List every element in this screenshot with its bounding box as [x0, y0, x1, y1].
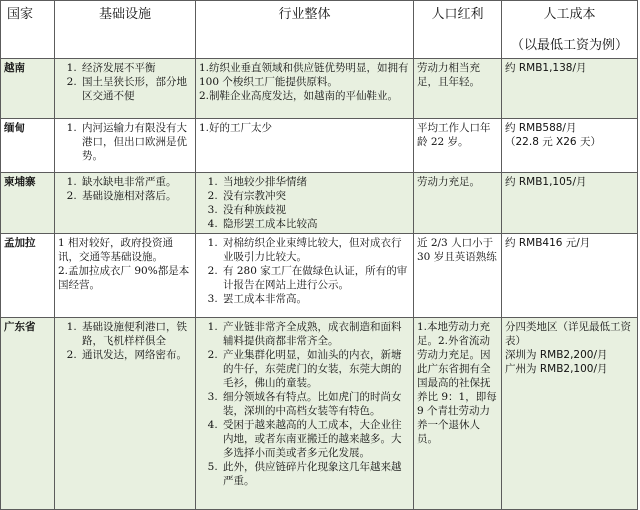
- infrastructure-cell: [55, 59, 196, 119]
- paragraph: 1.好的工厂太少: [199, 122, 273, 134]
- country-cell: 广东省: [1, 318, 55, 510]
- list-item: 1. 基础设施便利港口，铁路，飞机样样俱全: [80, 320, 192, 348]
- list-item: 1. 当地较少排华情绪: [221, 175, 410, 189]
- cost-line: 广州为 RMB2,100/月: [505, 363, 608, 375]
- header-infrastructure: 基础设施: [55, 1, 196, 59]
- demographic-cell: 劳动力充足。: [414, 173, 502, 234]
- industry-cell: [196, 59, 414, 119]
- demographic-cell: 1.本地劳动力充足。2.外省流动劳动力充足。因此广东省拥有全国最高的社保抚养比 9：1，即每 9 个青壮劳动力养一个退休人员。: [414, 318, 502, 510]
- country-cell: 缅甸: [1, 119, 55, 173]
- list-item: 2. 没有宗教冲突: [221, 189, 410, 203]
- list-item: 1. 内河运输力有限没有大港口，但出口欧洲是优势。: [80, 121, 192, 163]
- paragraph: 1.纺织业垂直领域和供应链优势明显，如拥有 100 个梭织工厂能提供原料。: [199, 62, 409, 88]
- demographic-cell: 劳动力相当充足，且年轻。: [414, 59, 502, 119]
- list-item: 2. 基础设施相对落后。: [80, 189, 192, 203]
- list-item: 3. 没有种族歧视: [221, 203, 410, 217]
- list-item: 1. 产业链非常齐全成熟，成衣制造和面料辅料提供商都非常齐全。: [221, 320, 410, 348]
- labor-cost-cell: [502, 318, 638, 510]
- cost-line: 约 RMB1,138/月: [505, 62, 587, 74]
- industry-cell: [196, 318, 414, 510]
- list-item: 2. 有 280 家工厂在做绿色认证，所有的审计报告在网站上进行公示。: [221, 264, 410, 292]
- cost-line: （22.8 元 X26 天）: [505, 136, 601, 148]
- infrastructure-cell: [55, 318, 196, 510]
- paragraph: 2.制鞋企业高度发达，如越南的平仙鞋业。: [199, 90, 399, 102]
- table-row: [1, 59, 638, 119]
- list-item: 2. 通讯发达，网络密布。: [80, 348, 192, 362]
- list-item: 2. 国土呈狭长形，部分地区交通不便: [80, 75, 192, 103]
- labor-cost-cell: [502, 173, 638, 234]
- header-demographic: 人口红利: [414, 1, 502, 59]
- list-item: 1. 经济发展不平衡: [80, 61, 192, 75]
- header-row: [1, 1, 638, 59]
- header-country: 国家: [1, 1, 55, 59]
- labor-cost-cell: [502, 119, 638, 173]
- cost-line: 约 RMB416 元/月: [505, 237, 591, 249]
- industry-cell: [196, 173, 414, 234]
- infrastructure-cell: [55, 119, 196, 173]
- country-cell: 柬埔寨: [1, 173, 55, 234]
- list-item: 5. 此外，供应链碎片化现象这几年越来越严重。: [221, 460, 410, 488]
- infrastructure-cell: [55, 173, 196, 234]
- industry-cell: [196, 234, 414, 318]
- country-cell: 孟加拉: [1, 234, 55, 318]
- paragraph: 1 相对较好，政府投资通讯，交通等基础设施。: [58, 237, 174, 263]
- cost-line: 分四类地区（详见最低工资表）: [505, 321, 631, 347]
- list-item: 3. 细分领域各有特点。比如虎门的时尚女装，深圳的中高档女装等有特色。: [221, 390, 410, 418]
- list-item: 4. 受困于越来越高的人工成本，大企业往内地，或者东南亚搬迁的越来越多。大多选择小而美或者多元化发展。: [221, 418, 410, 460]
- labor-cost-cell: [502, 59, 638, 119]
- demographic-cell: 近 2/3 人口小于 30 岁且英语熟练: [414, 234, 502, 318]
- country-cell: 越南: [1, 59, 55, 119]
- header-labor-cost-sub: （以最低工资为例）: [510, 38, 628, 53]
- paragraph: 2.孟加拉成衣厂 90%都是本国经营。: [58, 265, 190, 291]
- list-item: 3. 罢工成本非常高。: [221, 292, 410, 306]
- header-labor-cost-title: 人工成本: [543, 7, 596, 22]
- header-industry: 行业整体: [196, 1, 414, 59]
- industry-cell: [196, 119, 414, 173]
- header-labor-cost: [502, 1, 638, 59]
- table-row: [1, 119, 638, 173]
- cost-line: 约 RMB1,105/月: [505, 176, 587, 188]
- list-item: 1. 缺水缺电非常严重。: [80, 175, 192, 189]
- table-row: [1, 318, 638, 510]
- cost-line: 深圳为 RMB2,200/月: [505, 349, 608, 361]
- cost-line: 约 RMB588/月: [505, 122, 577, 134]
- labor-cost-cell: [502, 234, 638, 318]
- list-item: 1. 对棉纺织企业束缚比较大，但对成衣行业吸引力比较大。: [221, 236, 410, 264]
- demographic-cell: 平均工作人口年龄 22 岁。: [414, 119, 502, 173]
- table-row: [1, 234, 638, 318]
- table-row: [1, 173, 638, 234]
- list-item: 2. 产业集群化明显，如汕头的内衣，新塘的牛仔，东莞虎门的女装，东莞大朗的毛衫，佛山的童装。: [221, 348, 410, 390]
- list-item: 4. 隐形罢工成本比较高: [221, 217, 410, 231]
- infrastructure-cell: [55, 234, 196, 318]
